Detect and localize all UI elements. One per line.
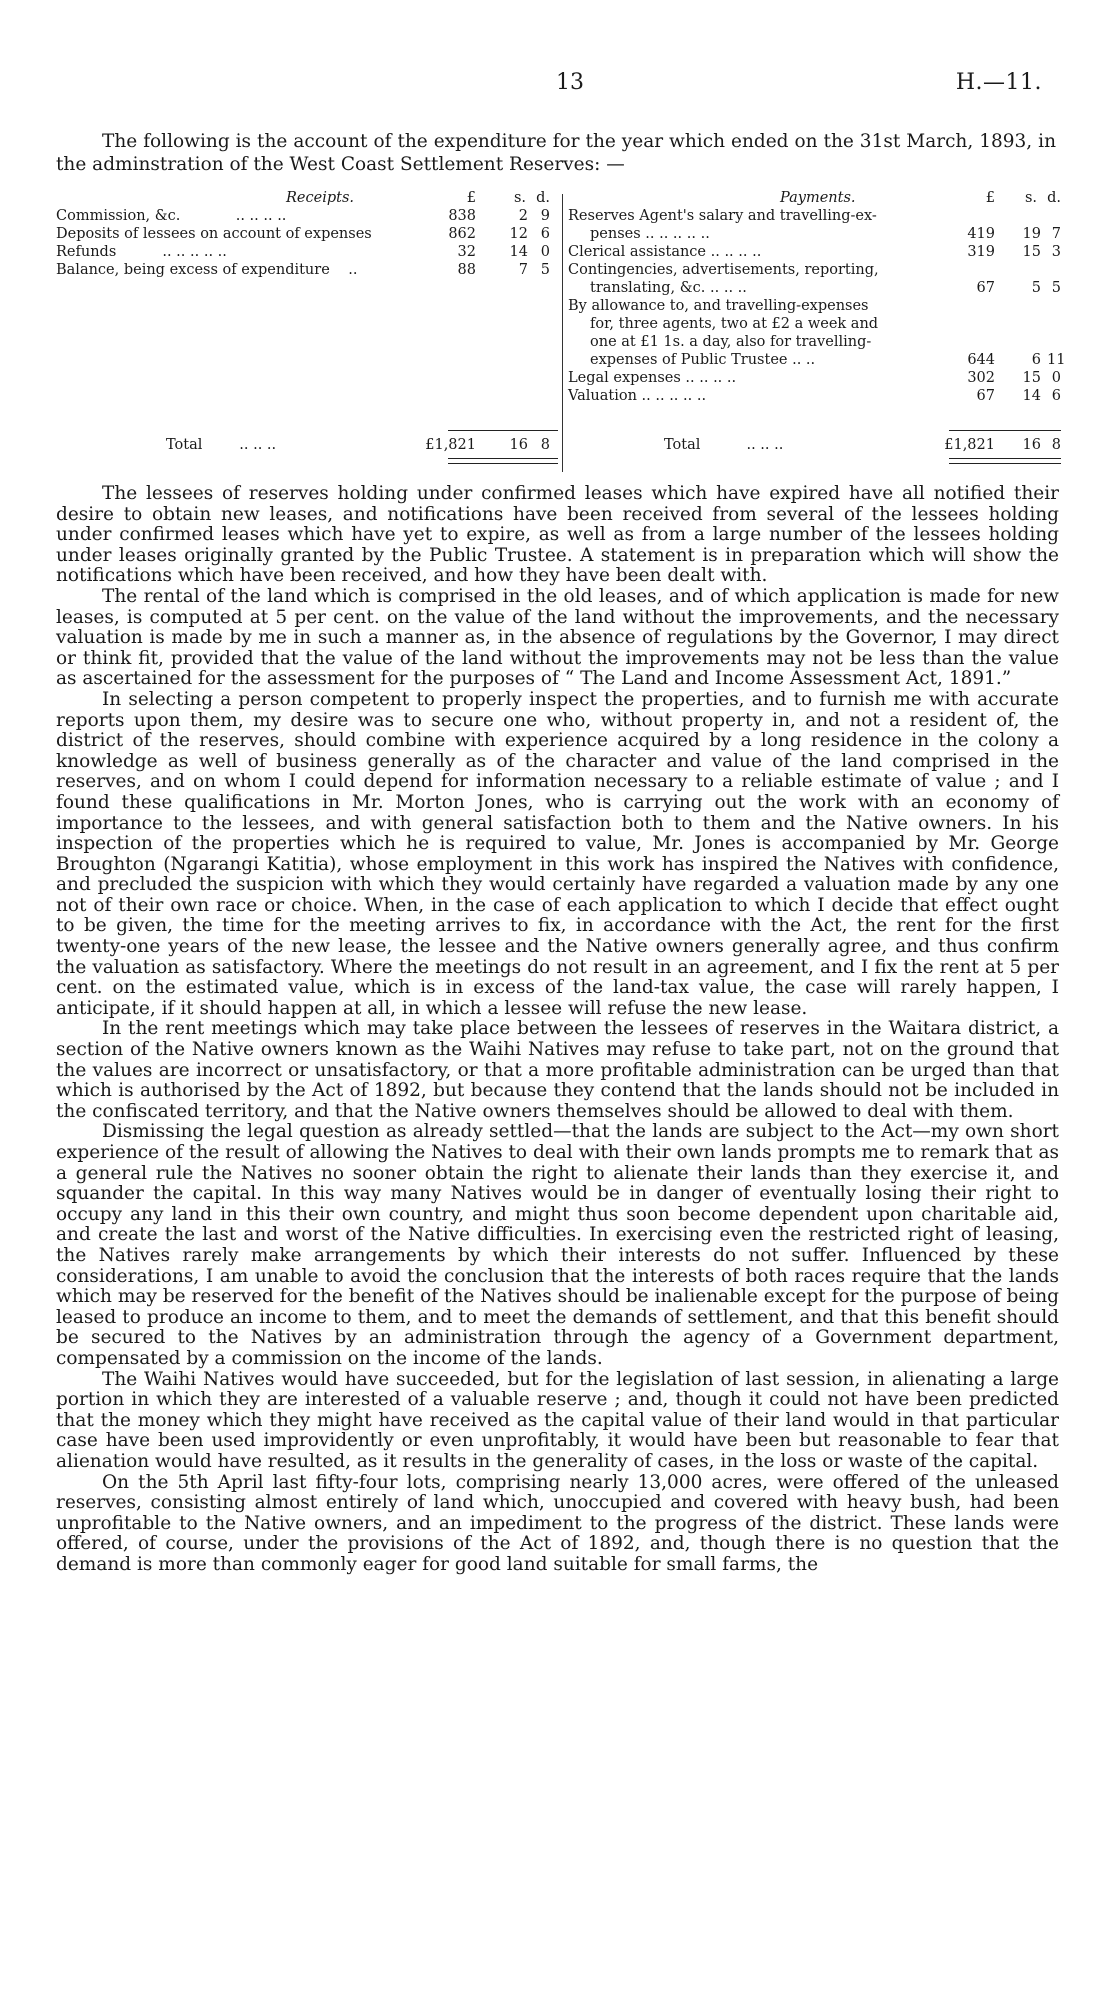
payments-total-pounds: £1,821 — [944, 437, 995, 453]
payment-label: translating, &c. .. .. .. — [590, 280, 747, 296]
pence-header: d. — [1047, 190, 1061, 206]
payment-pence: 6 — [1051, 388, 1061, 404]
payment-label: Reserves Agent's salary and travelling-ex- — [568, 208, 877, 224]
payment-row — [568, 244, 1061, 262]
payments-total-shillings: 16 — [1022, 437, 1041, 453]
payments-total-label: Total .. .. .. — [664, 437, 784, 453]
payment-pounds: 644 — [967, 352, 995, 368]
receipt-pence: 6 — [540, 226, 550, 242]
payment-label: Contingencies, advertisements, reporting, — [568, 262, 879, 278]
receipt-label: Deposits of lessees on account of expenses — [56, 226, 372, 242]
payments-column — [568, 190, 1066, 470]
payments-caption: Payments. — [780, 190, 856, 206]
payment-shillings: 6 — [1031, 352, 1041, 368]
paragraph: The rental of the land which is comprised in the old leases, and of which application is made for new leases, is computed at 5 per cent. on the value of the land without the improvements, and the necessary valuation is made by me in such a manner as, in the absence of regulations by the Governor, I may direct or think fit, provided that the value of the land without the improvements may not be less than the value as ascertained for the assessment for the purposes of “ The Land and Income Assessment Act, 1891.” — [56, 585, 1059, 690]
payment-line — [568, 208, 1061, 226]
payment-shillings: 14 — [1022, 388, 1041, 404]
payment-label: one at £1 1s. a day, also for travelling- — [590, 334, 872, 350]
receipt-row — [56, 262, 558, 280]
payment-pounds: 67 — [976, 280, 995, 296]
receipts-total-row — [56, 437, 558, 455]
payment-shillings: 5 — [1031, 280, 1041, 296]
shillings-header: s. — [1024, 190, 1037, 206]
receipt-shillings: 12 — [509, 226, 528, 242]
receipts-total-pounds: £1,821 — [425, 437, 476, 453]
page-number: 13 — [556, 70, 584, 95]
payment-label: Valuation .. .. .. .. .. — [568, 388, 707, 404]
report-body — [56, 484, 1059, 1575]
payment-line — [568, 334, 1061, 352]
payments-total-pence: 8 — [1051, 437, 1061, 453]
total-double-rule — [949, 458, 1061, 464]
payment-pounds: 302 — [967, 370, 995, 386]
payment-line — [568, 262, 1061, 280]
payment-pence: 7 — [1051, 226, 1061, 242]
paragraph: In the rent meetings which may take place between the lessees of reserves in the Waitara district, a section of the Native owners known as the Waihi Natives may refuse to take part, not on the ground that the values are incorrect or unsatisfactory, or that a more profitable administration can be urged than that which is authorised by the Act of 1892, but because they contend that the lands should not be included in the confiscated territory, and that the Native owners themselves should be allowed to deal with them. — [56, 1018, 1059, 1122]
total-rule — [448, 430, 558, 431]
payment-label: penses .. .. .. .. .. — [590, 226, 710, 242]
receipts-total-label: Total .. .. .. — [166, 437, 277, 453]
receipts-header — [56, 190, 558, 208]
receipt-shillings: 2 — [518, 208, 528, 224]
paragraph: Dismissing the legal question as already settled—that the lands are subject to the Act—my own short experience of the result of allowing the Natives to deal with their own lands prompts me to remark that as a general rule the Natives no sooner obtain the right to alienate their lands than they exercise it, and squander the capital. In this way many Natives would be in danger of eventually losing their right to occupy any land in this their own country, and might thus soon become dependent upon charitable aid, and create the last and worst of the Native difficulties. In exercising even the restricted right of leasing, the Natives rarely make arrangements by which their interests do not suffer. Influenced by these considerations, I am unable to avoid the conclusion that the interests of both races require that the lands which may be reserved for the benefit of the Natives should be inalienable except for the purpose of being leased to produce an income to them, and to meet the demands of settlement, and that this benefit should be secured to the Natives by an administration through the agency of a Government department, compensated by a commission on the income of the lands. — [56, 1121, 1059, 1369]
receipt-row — [56, 208, 558, 226]
payment-pence: 5 — [1051, 280, 1061, 296]
payment-row — [568, 370, 1061, 388]
receipt-label: Refunds .. .. .. .. .. — [56, 244, 227, 260]
payment-pence: 0 — [1051, 370, 1061, 386]
payment-label: By allowance to, and travelling-expenses — [568, 298, 869, 314]
payment-row — [568, 226, 1061, 244]
pounds-header: £ — [466, 190, 476, 206]
payment-pence: 11 — [1047, 352, 1066, 368]
receipt-row — [56, 244, 558, 262]
receipt-pence: 0 — [540, 244, 550, 260]
payment-row — [568, 388, 1061, 406]
paragraph: On the 5th April last fifty-four lots, comprising nearly 13,000 acres, were offered of the unleased reserves, consisting almost entirely of land which, unoccupied and covered with heavy bush, had been unprofitable to the Native owners, and an impediment to the progress of the district. These lands were offered, of course, under the provisions of the Act of 1892, and, though there is no question that the demand is more than commonly eager for good land suitable for small farms, the — [56, 1471, 1059, 1575]
receipt-label: Balance, being excess of expenditure .. — [56, 262, 358, 278]
intro-text: The following is the account of the expenditure for the year which ended on the 31st March, 1893, in the adminstration of the West Coast Settlement Reserves: — — [56, 131, 1056, 175]
payment-shillings: 15 — [1022, 370, 1041, 386]
payment-row — [568, 280, 1061, 298]
payment-line — [568, 316, 1061, 334]
payments-header — [568, 190, 1061, 208]
receipt-row — [56, 226, 558, 244]
receipt-shillings: 7 — [518, 262, 528, 278]
payment-pence: 3 — [1051, 244, 1061, 260]
receipts-total-shillings: 16 — [509, 437, 528, 453]
payment-label: expenses of Public Trustee .. .. — [590, 352, 816, 368]
receipts-total-pence: 8 — [540, 437, 550, 453]
payment-pounds: 319 — [967, 244, 995, 260]
shillings-header: s. — [513, 190, 526, 206]
paragraph: The lessees of reserves holding under confirmed leases which have expired have all notified their desire to obtain new leases, and notifications have been received from several of the lessees holding under confirmed leases which have yet to expire, as well as from a large number of the lessees holding under leases originally granted by the Public Trustee. A statement is in preparation which will show the notifications which have been received, and how they have been dealt with. — [56, 483, 1059, 587]
payment-label: for, three agents, two at £2 a week and — [590, 316, 879, 332]
pence-header: d. — [536, 190, 550, 206]
payment-shillings: 15 — [1022, 244, 1041, 260]
document-code: H.—11. — [955, 70, 1042, 95]
payment-pounds: 67 — [976, 388, 995, 404]
payment-label: Clerical assistance .. .. .. .. — [568, 244, 762, 260]
total-double-rule — [448, 458, 558, 464]
receipt-pounds: 32 — [457, 244, 476, 260]
payment-label: Legal expenses .. .. .. .. — [568, 370, 737, 386]
total-rule — [949, 430, 1061, 431]
pounds-header: £ — [985, 190, 995, 206]
receipt-pounds: 838 — [448, 208, 476, 224]
receipt-shillings: 14 — [509, 244, 528, 260]
receipt-pence: 9 — [540, 208, 550, 224]
payment-line — [568, 298, 1061, 316]
paragraph: The Waihi Natives would have succeeded, but for the legislation of last session, in alienating a large portion in which they are interested of a valuable reserve ; and, though it could not have been predicted that the money which they might have received as the capital value of their land would in that particular case have been used improvidently or even unprofitably, it would have been but reasonable to fear that alienation would have resulted, as it results in the generality of cases, in the loss or waste of the capital. — [56, 1368, 1059, 1472]
receipts-column — [56, 190, 558, 470]
receipts-caption: Receipts. — [286, 190, 354, 206]
payment-pounds: 419 — [967, 226, 995, 242]
payment-shillings: 19 — [1022, 226, 1041, 242]
receipt-pounds: 88 — [457, 262, 476, 278]
receipt-label: Commission, &c. .. .. .. .. — [56, 208, 287, 224]
payment-row — [568, 352, 1066, 370]
account-table — [56, 190, 1066, 480]
receipt-pence: 5 — [540, 262, 550, 278]
paragraph: In selecting a person competent to properly inspect the properties, and to furnish me with accurate reports upon them, my desire was to secure one who, without property in, and not a resident of, the district of the reserves, should combine with experience acquired by a long residence in the colony a knowledge as well of business generally as of the character and value of the land comprised in the reserves, and on whom I could depend for information necessary to a reliable estimate of value ; and I found these qualifications in Mr. Morton Jones, who is carrying out the work with an economy of importance to the lessees, and with general satisfaction both to them and the Native owners. In his inspection of the properties which he is required to value, Mr. Jones is accompanied by Mr. George Broughton (Ngarangi Katitia), whose employment in this work has inspired the Natives with confidence, and precluded the suspicion with which they would certainly have regarded a valuation made by any one not of their own race or choice. When, in the case of each application to which I decide that effect ought to be given, the time for the meeting arrives to fix, in accordance with the Act, the rent for the first twenty-one years of the new lease, the lessee and the Native owners generally agree, and thus confirm the valuation as satisfactory. Where the meetings do not result in an agreement, and I fix the rent at 5 per cent. on the estimated value, which is in excess of the land-tax value, the case will rarely happen, I anticipate, if it should happen at all, in which a lessee will refuse the new lease. — [56, 688, 1059, 1019]
receipt-pounds: 862 — [448, 226, 476, 242]
intro-paragraph — [56, 130, 1056, 176]
column-divider — [562, 194, 563, 472]
payments-total-row — [568, 437, 1061, 455]
